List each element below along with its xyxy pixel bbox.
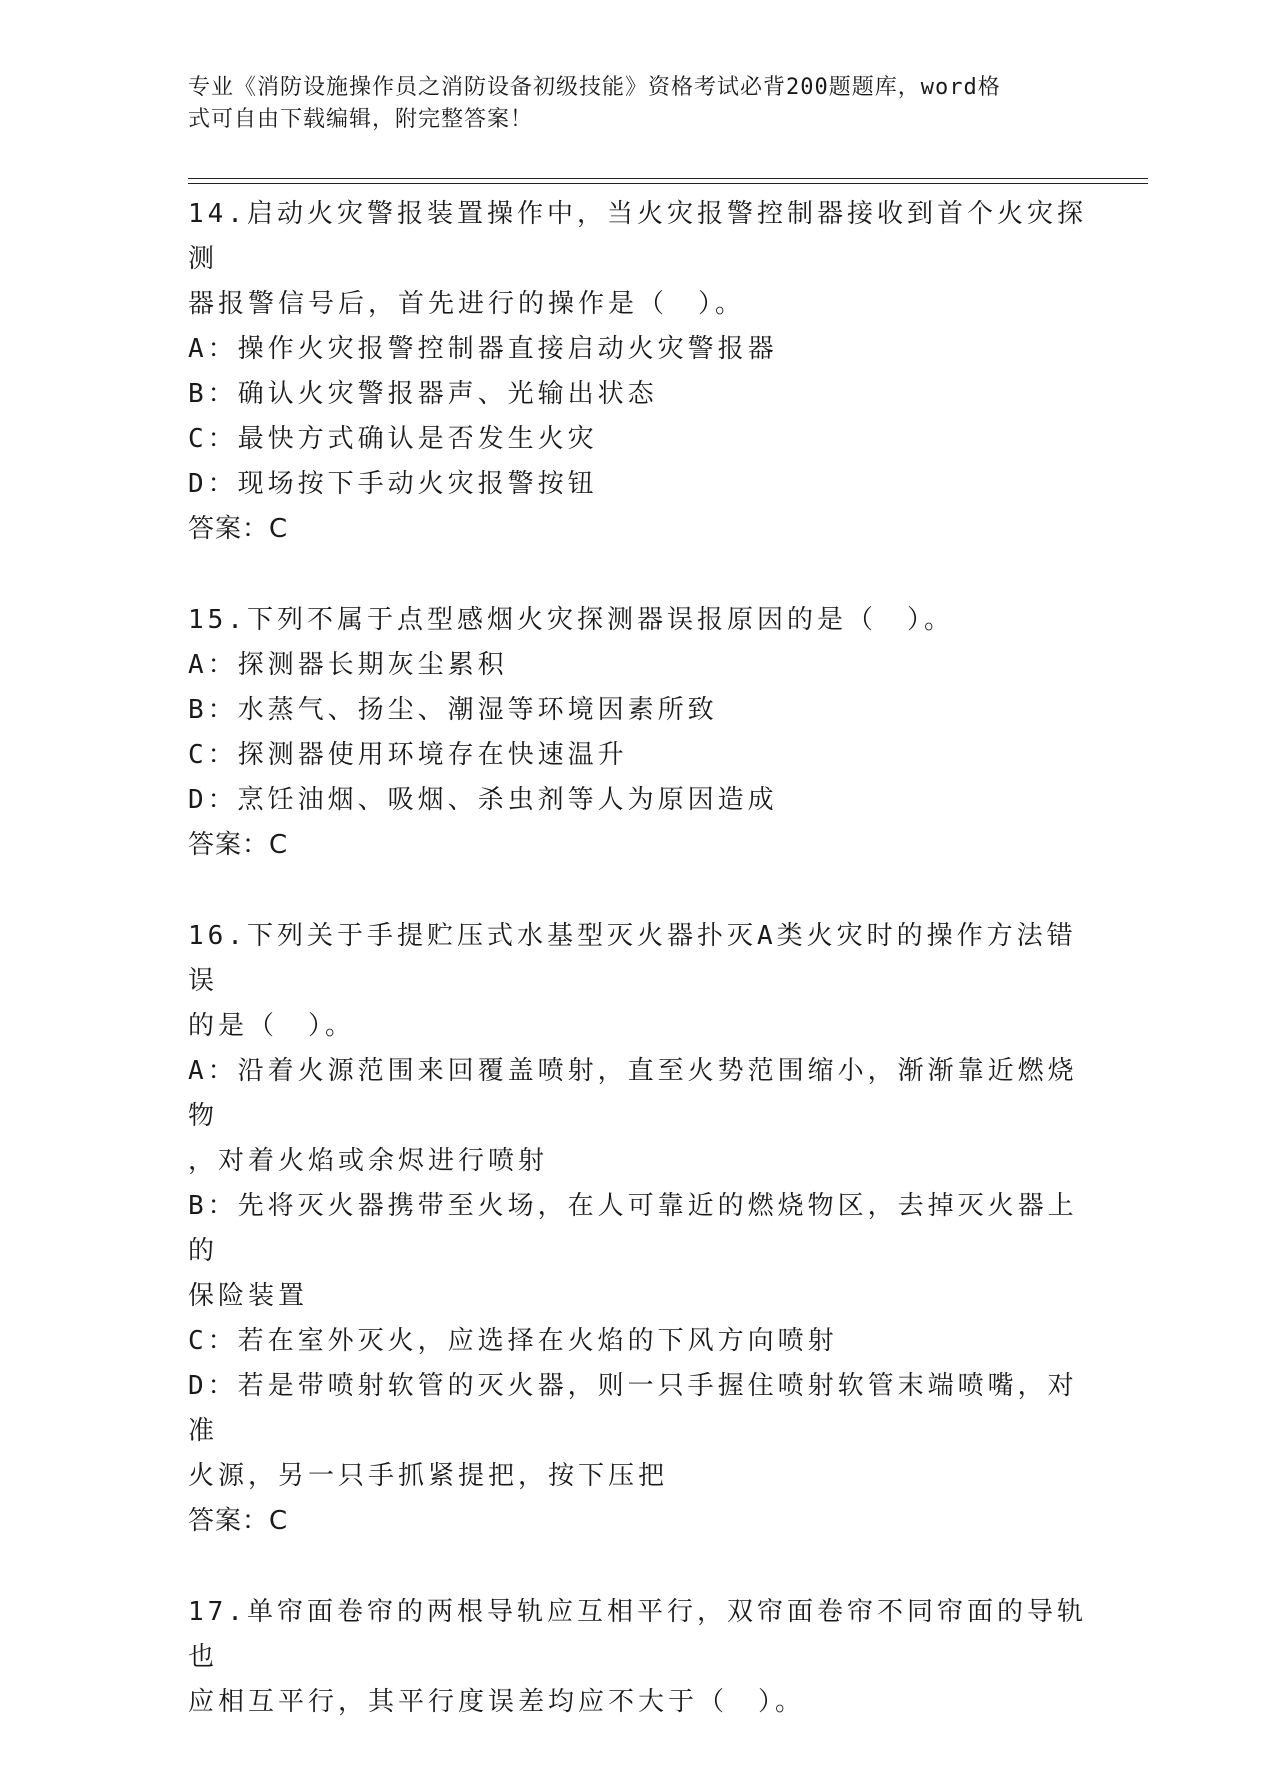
answer-key: 答案：C: [188, 514, 289, 544]
answer-option: A：操作火灾报警控制器直接启动火灾警报器: [188, 334, 778, 364]
answer-option: D：烹饪油烟、吸烟、杀虫剂等人为原因造成: [188, 785, 778, 815]
answer-key: 答案：C: [188, 830, 289, 860]
question-stem: 17.单帘面卷帘的两根导轨应互相平行，双帘面卷帘不同帘面的导轨也: [188, 1597, 1087, 1672]
question-list: [188, 192, 1088, 1771]
question-stem: 15.下列不属于点型感烟火灾探测器误报原因的是（ ）。: [188, 605, 954, 635]
question-stem: 应相互平行，其平行度误差均应不大于（ ）。: [188, 1687, 806, 1717]
answer-option: ，对着火焰或余烬进行喷射: [188, 1146, 549, 1176]
answer-option: A：沿着火源范围来回覆盖喷射，直至火势范围缩小，渐渐靠近燃烧物: [188, 1056, 1078, 1131]
answer-option: C：探测器使用环境存在快速温升: [188, 740, 628, 770]
header-line-2: 式可自由下载编辑，附完整答案！: [188, 107, 534, 132]
question-block: [188, 598, 1088, 868]
answer-option: 保险装置: [188, 1281, 309, 1311]
question-stem: 14.启动火灾警报装置操作中，当火灾报警控制器接收到首个火灾探测: [188, 199, 1087, 274]
question-stem: 的是（ ）。: [188, 1011, 356, 1041]
question-block: [188, 1590, 1088, 1725]
question-stem: 16.下列关于手提贮压式水基型灭火器扑灭A类火灾时的操作方法错误: [188, 921, 1077, 996]
document-header: [188, 72, 1068, 136]
question-stem: 器报警信号后，首先进行的操作是（ ）。: [188, 289, 746, 319]
answer-option: B：先将灭火器携带至火场，在人可靠近的燃烧物区，去掉灭火器上的: [188, 1191, 1078, 1266]
answer-option: B：确认火灾警报器声、光输出状态: [188, 379, 658, 409]
header-rule-top: [188, 178, 1148, 179]
answer-option: C：若在室外灭火，应选择在火焰的下风方向喷射: [188, 1326, 838, 1356]
question-block: [188, 914, 1088, 1544]
answer-option: D：若是带喷射软管的灭火器，则一只手握住喷射软管末端喷嘴，对准: [188, 1371, 1078, 1446]
header-line-1: 专业《消防设施操作员之消防设备初级技能》资格考试必背200题题库，word格: [188, 75, 1001, 100]
answer-key: 答案：C: [188, 1506, 289, 1536]
question-block: [188, 192, 1088, 552]
answer-option: A：探测器长期灰尘累积: [188, 650, 508, 680]
header-rule-bottom: [188, 183, 1148, 184]
answer-option: D：现场按下手动火灾报警按钮: [188, 469, 598, 499]
answer-option: B：水蒸气、扬尘、潮湿等环境因素所致: [188, 695, 718, 725]
answer-option: 火源，另一只手抓紧提把，按下压把: [188, 1461, 669, 1491]
answer-option: C：最快方式确认是否发生火灾: [188, 424, 598, 454]
